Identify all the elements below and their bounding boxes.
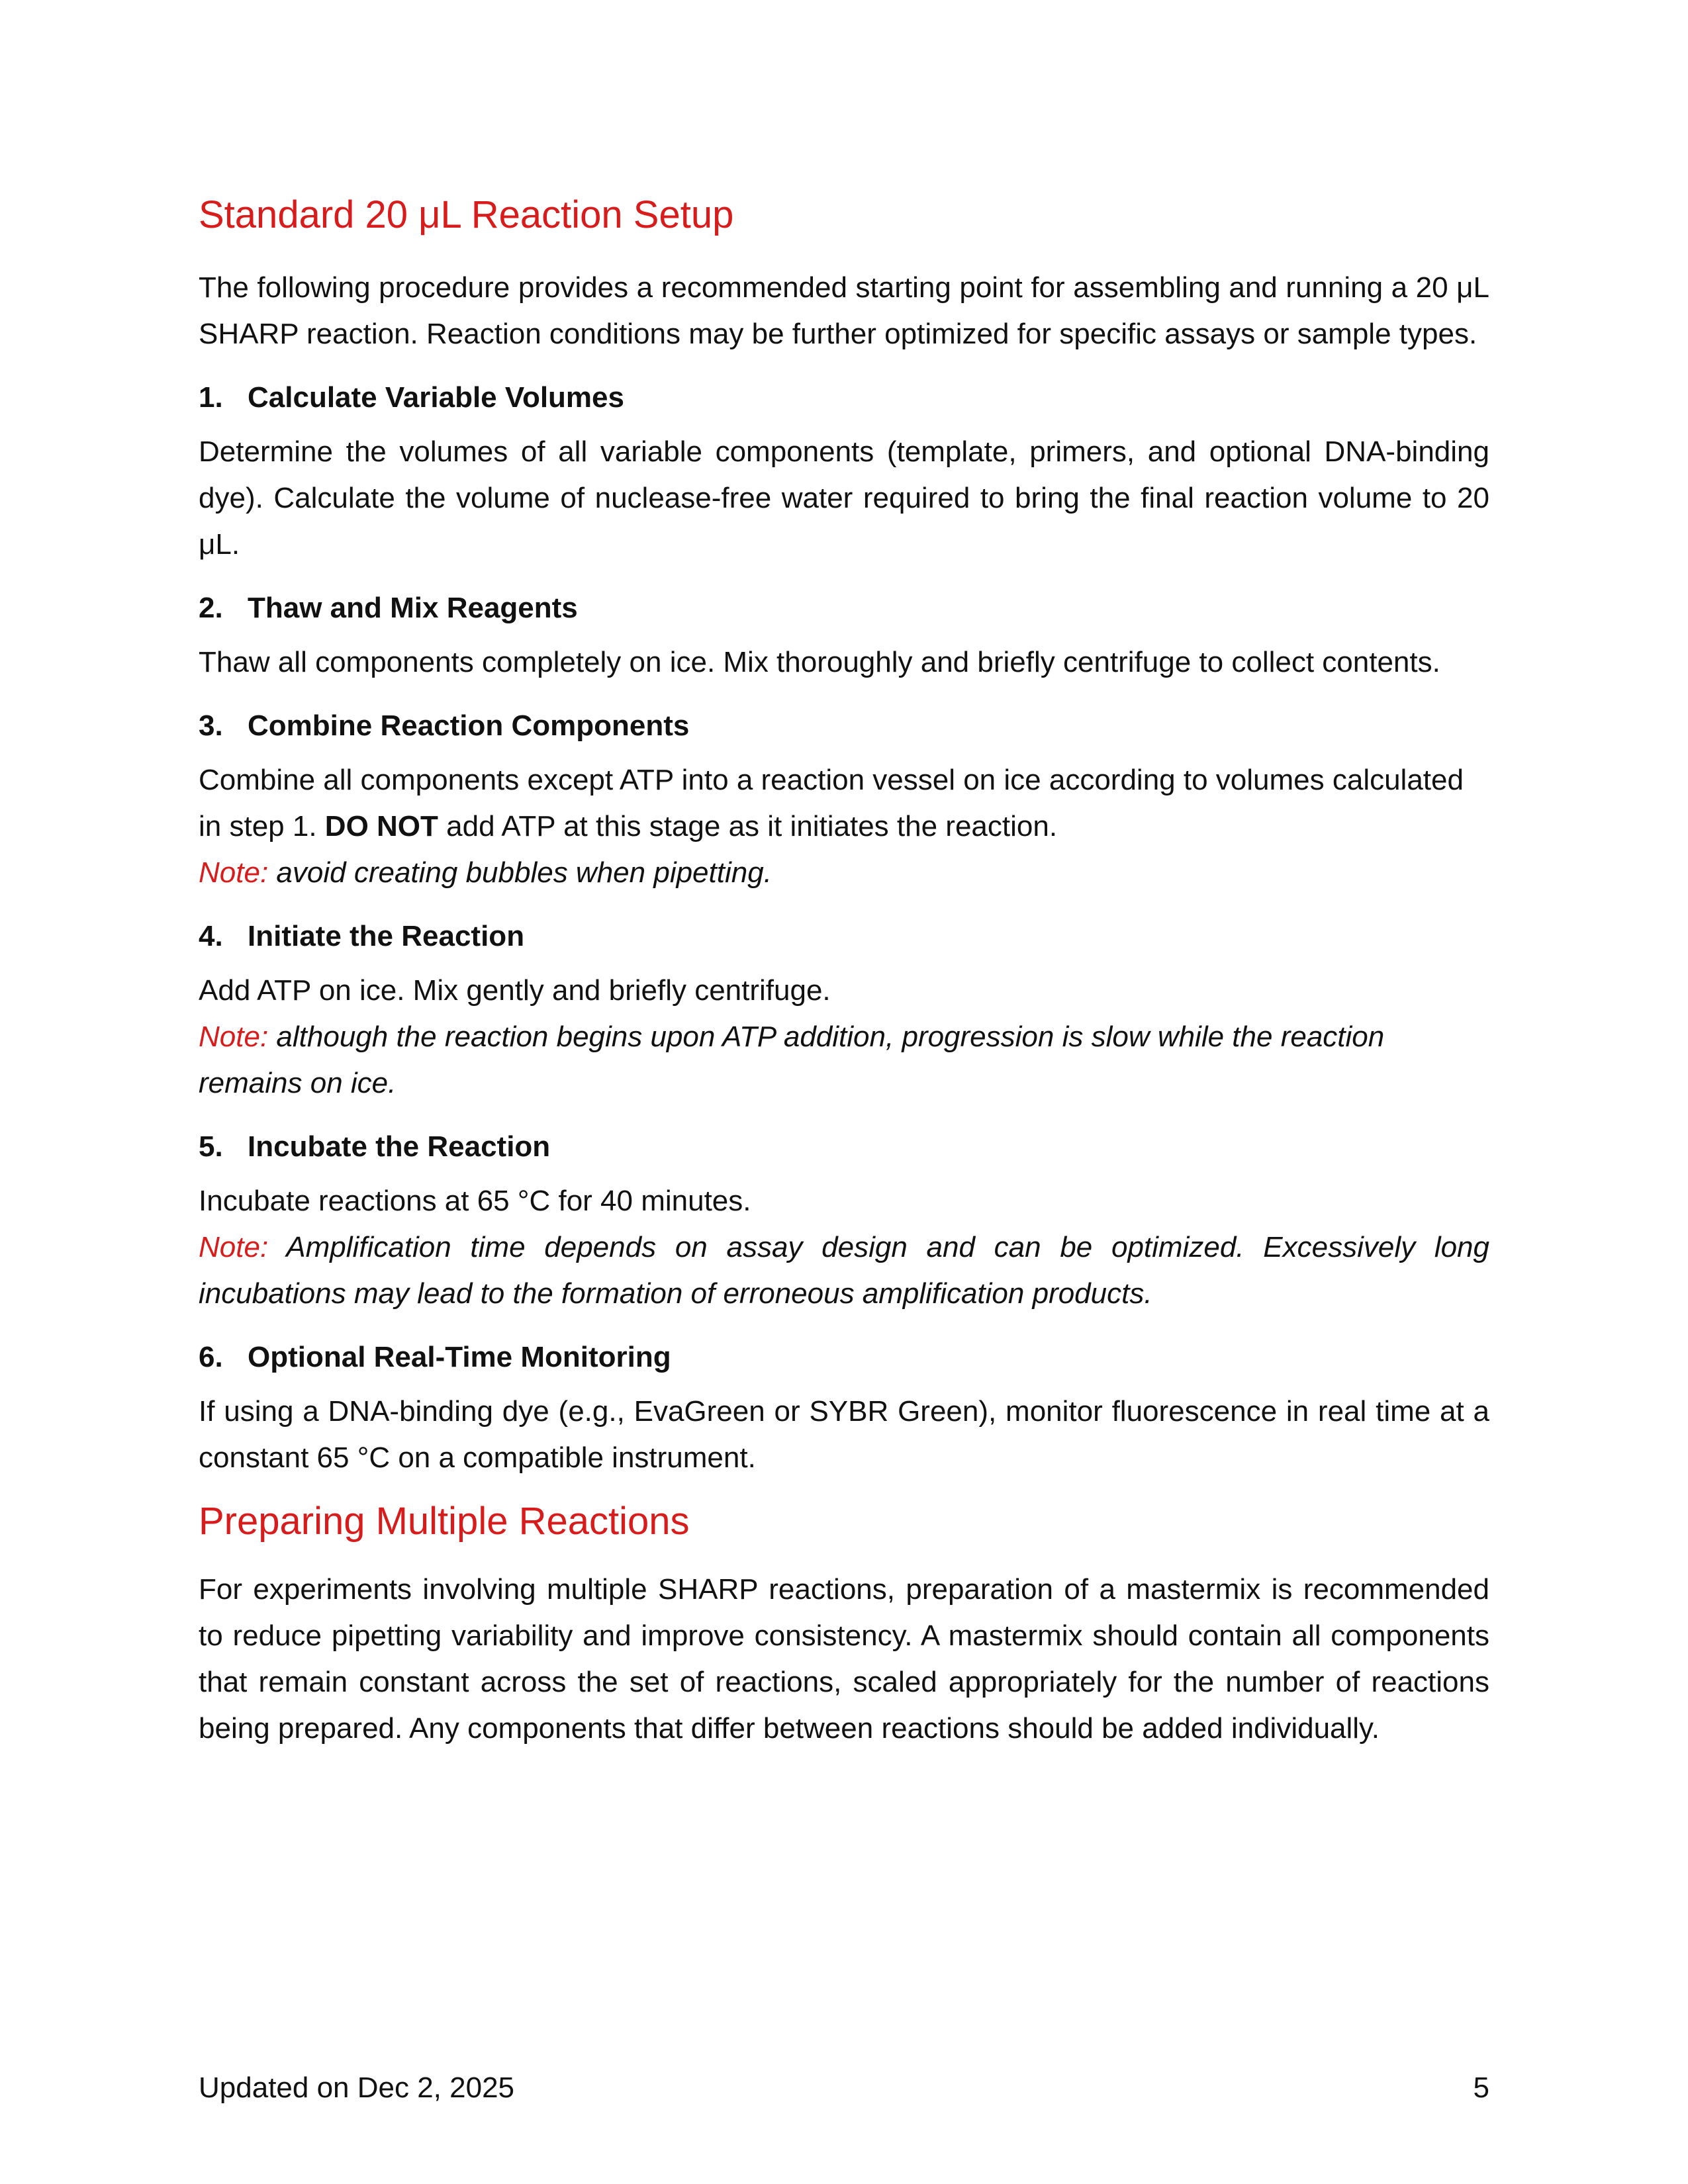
document-page [199, 192, 1489, 1752]
step-title: Optional Real-Time Monitoring [248, 1340, 671, 1373]
step-4-note [199, 1014, 1489, 1107]
section-title-multiple-reactions: Preparing Multiple Reactions [199, 1499, 690, 1543]
step-number: 2. [199, 591, 223, 624]
note-text: Amplification time depends on assay design and can be optimized. Excessively long incubations may lead to the formation of erroneous amplification products. [199, 1230, 1490, 1310]
step-5-body: Incubate reactions at 65 °C for 40 minutes. [199, 1184, 751, 1217]
step-6-body: If using a DNA-binding dye (e.g., EvaGreen or SYBR Green), monitor fluorescence in real time at a constant 65 °C on a compatible instrument. [199, 1394, 1489, 1474]
step-3-body-text-a: Combine all components except ATP into a reaction vessel on ice according to volumes calculated in step 1. [199, 763, 1464, 842]
step-title: Initiate the Reaction [248, 919, 525, 952]
setup-intro: The following procedure provides a recommended starting point for assembling and running a 20 μL SHARP reaction. Reaction conditions may be further optimized for specific assays or sample types. [199, 271, 1489, 350]
page-footer [199, 2068, 1489, 2108]
step-6-heading [199, 1334, 1489, 1381]
step-5-heading [199, 1124, 1489, 1170]
step-3-heading [199, 703, 1489, 749]
step-4-body: Add ATP on ice. Mix gently and briefly centrifuge. [199, 974, 831, 1007]
step-4-heading [199, 913, 1489, 960]
step-1-body: Determine the volumes of all variable components (template, primers, and optional DNA-binding dye). Calculate the volume of nuclease-free water required to bring the final reaction volume to 20 μL. [199, 435, 1489, 561]
note-label: Note: [199, 1230, 269, 1263]
step-2-body: Thaw all components completely on ice. Mix thoroughly and briefly centrifuge to collect contents. [199, 645, 1440, 678]
step-number: 4. [199, 919, 223, 952]
step-1-heading [199, 375, 1489, 421]
step-title: Thaw and Mix Reagents [248, 591, 578, 624]
step-3-warning: DO NOT [324, 809, 438, 842]
step-3-body-text-b: add ATP at this stage as it initiates the reaction. [446, 809, 1058, 842]
step-title: Calculate Variable Volumes [248, 381, 624, 414]
step-number: 5. [199, 1130, 223, 1163]
updated-date: Updated on Dec 2, 2025 [199, 2071, 515, 2104]
note-text: although the reaction begins upon ATP addition, progression is slow while the reaction remains on ice. [199, 1020, 1385, 1099]
step-3-body [199, 757, 1489, 850]
step-number: 6. [199, 1340, 223, 1373]
note-label: Note: [199, 1020, 269, 1053]
step-3-note [199, 850, 1489, 896]
section-title-reaction-setup: Standard 20 μL Reaction Setup [199, 193, 734, 236]
step-number: 3. [199, 709, 223, 742]
step-number: 1. [199, 381, 223, 414]
page-number: 5 [1473, 2071, 1489, 2104]
multiple-reactions-body: For experiments involving multiple SHARP reactions, preparation of a mastermix is recommended to reduce pipetting variability and improve consistency. A mastermix should contain all components that remain constant across the set of reactions, scaled appropriately for the number of reactions being prepared. Any components that differ between reactions should be added individually. [199, 1573, 1489, 1745]
step-title: Combine Reaction Components [248, 709, 690, 742]
step-title: Incubate the Reaction [248, 1130, 551, 1163]
note-text: avoid creating bubbles when pipetting. [276, 856, 772, 889]
step-5-note [199, 1224, 1489, 1317]
note-label: Note: [199, 856, 269, 889]
step-2-heading [199, 585, 1489, 631]
